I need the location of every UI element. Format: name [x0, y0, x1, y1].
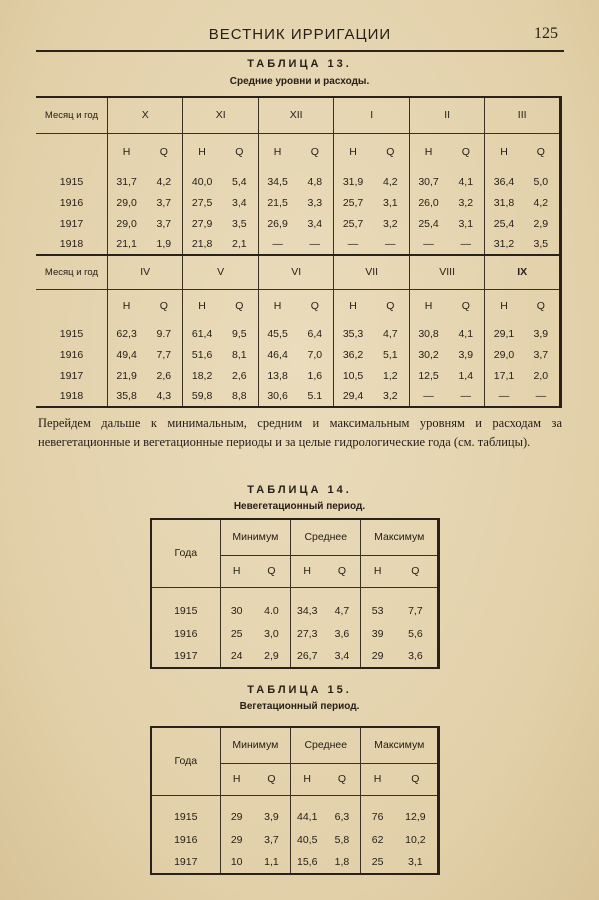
h-label: H	[349, 300, 357, 313]
year-cell: 1915	[151, 805, 220, 828]
table13	[36, 96, 562, 408]
q-value-cell: 6,3	[323, 805, 361, 828]
q-value-cell: —	[523, 386, 561, 407]
q-value-cell: 1,1	[253, 851, 291, 874]
h-value-cell: 29	[230, 833, 243, 846]
year-header: Года	[151, 727, 220, 795]
q-value-cell: —	[447, 386, 485, 407]
q-value-cell: 2,1	[221, 234, 259, 255]
q-label: Q	[447, 289, 485, 323]
table-row	[151, 622, 439, 645]
q-value-cell: 9,5	[221, 323, 259, 344]
table13-hq-row	[36, 289, 561, 323]
table14-body	[151, 599, 439, 668]
q-value-cell: —	[372, 234, 410, 255]
h-value-cell: 18,2	[191, 369, 213, 382]
h-label: H	[291, 763, 324, 795]
month-header: VIII	[409, 255, 484, 289]
h-value-cell: 34,5	[267, 175, 288, 188]
table-row	[151, 828, 439, 851]
h-value-cell: 36,2	[342, 348, 364, 361]
h-value-cell: 24	[220, 645, 253, 668]
q-value-cell: 3,7	[253, 828, 291, 851]
q-label: Q	[323, 763, 361, 795]
q-label: Q	[447, 133, 485, 171]
h-value-cell: 29,1	[493, 327, 515, 340]
month-header: V	[183, 255, 258, 289]
h-label: H	[198, 146, 206, 159]
q-value-cell: 3,3	[296, 192, 334, 213]
h-value-cell: 29,0	[116, 196, 137, 209]
table-row	[36, 323, 561, 344]
q-value-cell: 2,9	[523, 213, 561, 234]
h-value-cell: 44,1	[296, 810, 318, 823]
h-value-cell: —	[347, 238, 359, 250]
h-value-cell: 34,3	[296, 604, 318, 617]
month-header: I	[334, 97, 409, 133]
month-header: IV	[107, 255, 182, 289]
q-value-cell: —	[447, 234, 485, 255]
h-value-cell: 62	[371, 833, 384, 846]
q-value-cell: 3,1	[447, 213, 485, 234]
q-value-cell: 3,5	[523, 234, 561, 255]
table-row	[151, 599, 439, 622]
h-value-cell: 27,9	[191, 217, 213, 230]
q-value-cell: 6,4	[296, 323, 334, 344]
q-label: Q	[323, 555, 361, 587]
q-value-cell: 5,6	[394, 622, 439, 645]
table-row	[151, 851, 439, 874]
q-value-cell: 3,2	[372, 386, 410, 407]
q-value-cell: 2,6	[221, 365, 259, 386]
q-value-cell: 1,2	[372, 365, 410, 386]
q-value-cell: 3,5	[221, 213, 259, 234]
q-value-cell: 5,8	[323, 828, 361, 851]
q-value-cell: 3,4	[296, 213, 334, 234]
h-label: H	[273, 300, 282, 313]
h-value-cell: 30,7	[418, 175, 439, 188]
q-value-cell: 3,2	[447, 192, 485, 213]
table15-caption: ТАБЛИЦА 15.	[247, 684, 352, 696]
month-header: III	[485, 97, 561, 133]
h-value-cell: 49,4	[116, 348, 137, 361]
table15-body	[151, 805, 439, 874]
q-value-cell: 3,4	[221, 192, 259, 213]
month-header: X	[107, 97, 182, 133]
h-value-cell: 30,8	[418, 327, 439, 340]
q-value-cell: 3,6	[394, 645, 439, 668]
year-cell: 1915	[151, 599, 220, 622]
q-value-cell: 3,0	[253, 622, 291, 645]
h-value-cell: 26,9	[267, 217, 288, 230]
h-label: H	[220, 763, 253, 795]
h-value-cell: 39	[371, 627, 384, 640]
h-label: H	[220, 555, 253, 587]
q-label: Q	[372, 133, 410, 171]
h-value-cell: 35,3	[342, 327, 364, 340]
h-value-cell: 12,5	[418, 369, 439, 382]
year-cell: 1916	[151, 828, 220, 851]
table14	[150, 518, 440, 669]
group-header-avg: Среднее	[291, 727, 361, 763]
h-value-cell: 10	[220, 851, 253, 874]
table-row	[36, 344, 561, 365]
h-value-cell: 26,0	[418, 196, 439, 209]
year-cell: 1918	[36, 234, 107, 255]
q-value-cell: 3,6	[323, 622, 361, 645]
q-value-cell: 3,1	[394, 851, 439, 874]
q-value-cell: 3,7	[523, 344, 561, 365]
q-label: Q	[394, 555, 439, 587]
h-label: H	[122, 146, 131, 159]
h-label: H	[198, 300, 206, 313]
q-value-cell: 4,7	[323, 599, 361, 622]
table13-month-row-2	[36, 255, 561, 289]
h-value-cell: 30,6	[258, 386, 296, 407]
table13-block2-body	[36, 323, 561, 407]
h-label: H	[424, 146, 433, 159]
table13-hq-row	[36, 133, 561, 171]
year-cell: 1917	[36, 213, 107, 234]
q-value-cell: 4,1	[447, 171, 485, 192]
h-label: H	[361, 763, 394, 795]
year-cell: 1917	[36, 365, 107, 386]
table13-row-label: Месяц и год	[36, 97, 107, 133]
q-label: Q	[145, 289, 183, 323]
group-header-avg: Среднее	[291, 519, 361, 555]
h-label: H	[349, 146, 357, 159]
q-value-cell: 3,7	[145, 192, 183, 213]
h-value-cell: 21,9	[116, 369, 137, 382]
q-value-cell: —	[296, 234, 334, 255]
h-value-cell: 25	[361, 851, 394, 874]
h-value-cell: 25,7	[342, 196, 364, 209]
h-value-cell: 30,2	[418, 348, 439, 361]
h-value-cell: 15,6	[291, 851, 324, 874]
year-cell: 1917	[151, 645, 220, 668]
year-cell: 1916	[151, 622, 220, 645]
h-value-cell: 35,8	[107, 386, 145, 407]
h-value-cell: 25	[230, 627, 243, 640]
table-row	[36, 171, 561, 192]
h-value-cell: —	[272, 238, 283, 250]
q-value-cell: 7,7	[145, 344, 183, 365]
h-value-cell: 36,4	[493, 175, 515, 188]
q-value-cell: 4,2	[372, 171, 410, 192]
q-value-cell: 4,8	[296, 171, 334, 192]
h-value-cell: 17,1	[493, 369, 515, 382]
table13-block1-body	[36, 171, 561, 255]
h-value-cell: 40,5	[296, 833, 318, 846]
h-value-cell: 31,7	[116, 175, 137, 188]
q-label: Q	[296, 133, 334, 171]
h-value-cell: 25,4	[493, 217, 515, 230]
month-header: XII	[258, 97, 333, 133]
q-value-cell: 12,9	[394, 805, 439, 828]
q-value-cell: 3,9	[253, 805, 291, 828]
q-label: Q	[372, 289, 410, 323]
q-value-cell: 3,9	[523, 323, 561, 344]
year-cell: 1915	[36, 323, 107, 344]
q-value-cell: 5.1	[296, 386, 334, 407]
h-label: H	[500, 300, 508, 313]
h-label: H	[122, 300, 131, 313]
q-label: Q	[296, 289, 334, 323]
h-value-cell: 76	[371, 810, 384, 823]
year-header: Года	[151, 519, 220, 587]
body-paragraph: Перейдем дальше к минимальным, средним и максимальным уровням и расходам за невегетационные и вегетационные периоды и за целые гидрологические года (см. таблицы).	[38, 416, 562, 449]
q-value-cell: 4.0	[253, 599, 291, 622]
h-value-cell: 53	[371, 604, 384, 617]
q-value-cell: 1,4	[447, 365, 485, 386]
month-header: XI	[183, 97, 258, 133]
year-cell: 1918	[36, 386, 107, 407]
q-label: Q	[221, 289, 259, 323]
q-value-cell: 4,1	[447, 323, 485, 344]
h-value-cell: 61,4	[191, 327, 213, 340]
h-value-cell: 13,8	[267, 369, 288, 382]
h-value-cell: 45,5	[267, 327, 288, 340]
q-label: Q	[523, 133, 561, 171]
q-value-cell: 4,3	[145, 386, 183, 407]
h-value-cell: 59,8	[183, 386, 221, 407]
table13-month-row-1	[36, 97, 561, 133]
table15	[150, 726, 440, 875]
q-value-cell: 5,0	[523, 171, 561, 192]
h-label: H	[361, 555, 394, 587]
h-value-cell: 27,5	[191, 196, 213, 209]
h-value-cell: 31,2	[493, 238, 515, 250]
h-value-cell: 62,3	[116, 327, 137, 340]
h-value-cell: —	[485, 386, 523, 407]
q-value-cell: 2,0	[523, 365, 561, 386]
group-header-min: Минимум	[220, 727, 291, 763]
group-header-min: Минимум	[220, 519, 291, 555]
h-value-cell: —	[423, 238, 434, 250]
year-cell: 1916	[36, 192, 107, 213]
q-value-cell: 4,2	[523, 192, 561, 213]
month-header: II	[409, 97, 484, 133]
table14-caption: ТАБЛИЦА 14.	[247, 484, 352, 496]
table-row	[36, 192, 561, 213]
q-value-cell: 10,2	[394, 828, 439, 851]
q-label: Q	[221, 133, 259, 171]
q-value-cell: 4,2	[145, 171, 183, 192]
h-label: H	[273, 146, 282, 159]
q-label: Q	[394, 763, 439, 795]
h-value-cell: 40,0	[191, 175, 213, 188]
h-value-cell: 29	[361, 645, 394, 668]
h-value-cell: 21,8	[191, 238, 213, 250]
table-row	[151, 645, 439, 668]
page-number: 125	[534, 25, 558, 42]
page-header	[36, 26, 564, 52]
table13-subtitle: Средние уровни и расходы.	[229, 76, 370, 87]
year-cell: 1916	[36, 344, 107, 365]
h-value-cell: 26,7	[291, 645, 324, 668]
h-value-cell: 21,1	[116, 238, 137, 250]
group-header-max: Максимум	[361, 519, 439, 555]
table-row	[151, 805, 439, 828]
month-header: VII	[334, 255, 409, 289]
month-header: VI	[258, 255, 333, 289]
q-value-cell: 7,0	[296, 344, 334, 365]
q-value-cell: 5,4	[221, 171, 259, 192]
table-row	[36, 365, 561, 386]
q-value-cell: 8,8	[221, 386, 259, 407]
h-value-cell: 46,4	[267, 348, 288, 361]
h-label: H	[424, 300, 433, 313]
q-value-cell: 3,7	[145, 213, 183, 234]
q-value-cell: 3,1	[372, 192, 410, 213]
table14-subtitle: Невегетационный период.	[233, 501, 366, 512]
month-header: IX	[485, 255, 561, 289]
group-header-max: Максимум	[361, 727, 439, 763]
q-value-cell: 7,7	[394, 599, 439, 622]
q-label: Q	[253, 763, 291, 795]
q-value-cell: 3,9	[447, 344, 485, 365]
q-value-cell: 1,9	[145, 234, 183, 255]
h-value-cell: 25,4	[418, 217, 439, 230]
table-row	[36, 234, 561, 255]
h-value-cell: 29,0	[116, 217, 137, 230]
journal-title: ВЕСТНИК ИРРИГАЦИИ	[208, 26, 392, 43]
h-value-cell: 25,7	[342, 217, 364, 230]
h-label: H	[500, 146, 508, 159]
h-value-cell: 31,8	[493, 196, 515, 209]
q-value-cell: 4,7	[372, 323, 410, 344]
q-value-cell: 3,4	[323, 645, 361, 668]
h-label: H	[291, 555, 324, 587]
year-cell: 1917	[151, 851, 220, 874]
q-label: Q	[253, 555, 291, 587]
q-value-cell: 1,6	[296, 365, 334, 386]
q-value-cell: 2,6	[145, 365, 183, 386]
year-cell: 1915	[36, 171, 107, 192]
h-value-cell: 27,3	[296, 627, 318, 640]
q-value-cell: 3,2	[372, 213, 410, 234]
h-value-cell: 30	[230, 604, 243, 617]
q-value-cell: 1,8	[323, 851, 361, 874]
h-value-cell: —	[409, 386, 447, 407]
h-value-cell: 29,0	[493, 348, 515, 361]
q-label: Q	[145, 133, 183, 171]
q-value-cell: 9.7	[145, 323, 183, 344]
table13-row-label: Месяц и год	[36, 255, 107, 289]
q-value-cell: 2,9	[253, 645, 291, 668]
q-value-cell: 8,1	[221, 344, 259, 365]
table-row	[36, 386, 561, 407]
table13-caption: ТАБЛИЦА 13.	[247, 58, 352, 70]
table-row	[36, 213, 561, 234]
h-value-cell: 29,4	[334, 386, 372, 407]
h-value-cell: 29	[230, 810, 243, 823]
h-value-cell: 10,5	[342, 369, 364, 382]
h-value-cell: 51,6	[191, 348, 213, 361]
h-value-cell: 31,9	[342, 175, 364, 188]
q-value-cell: 5,1	[372, 344, 410, 365]
h-value-cell: 21,5	[267, 196, 288, 209]
q-label: Q	[523, 289, 561, 323]
table15-subtitle: Вегетационный период.	[239, 701, 360, 712]
